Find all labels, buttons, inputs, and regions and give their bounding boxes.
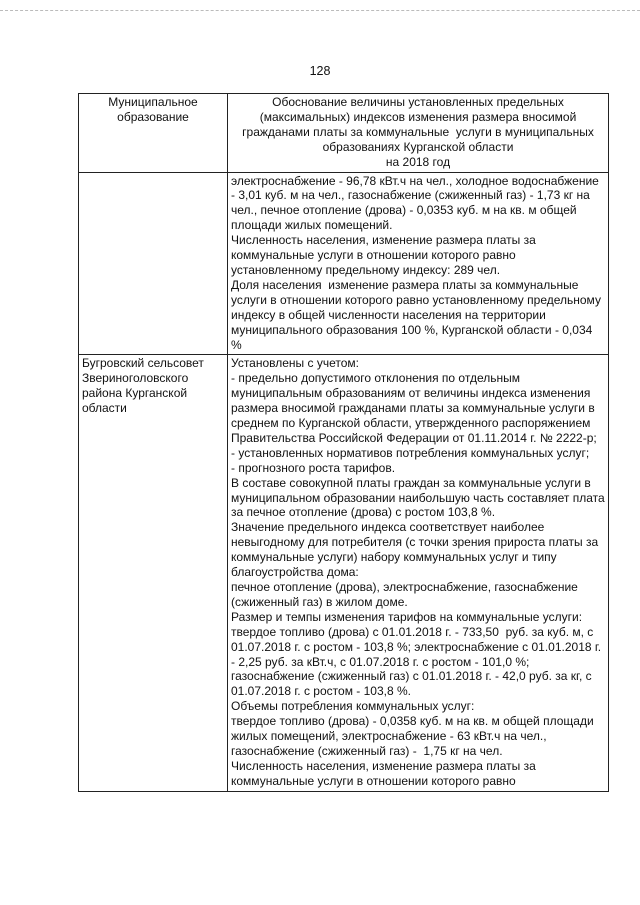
header-justification-text: Обоснование величины установленных предельных (максимальных) индексов изменения размера вносимой гражданами платы за коммунальные услуги в муниципальных образованиях Курганской области на 2018 год — [242, 95, 594, 169]
municipality-cell — [79, 355, 228, 791]
municipality-cell — [79, 172, 228, 355]
table-row — [79, 355, 609, 791]
justification-paragraph: электроснабжение - 96,78 кВт.ч на чел., холодное водоснабжение - 3,01 куб. м на чел., газоснабжение (сжиженный газ) - 1,73 кг на чел., печное отопление (дрова) - 0,0353 куб. м на кв. м общей площади жилых помещений. — [231, 173, 603, 233]
page-number: 128 — [309, 64, 331, 78]
header-municipality-text: Муниципальное образование — [108, 95, 202, 124]
justification-cell — [228, 355, 609, 791]
justification-paragraph: - прогнозного роста тарифов. — [231, 460, 396, 475]
justification-paragraph: твердое топливо (дрова) - 0,0358 куб. м на кв. м общей площади жилых помещений, электроснабжение - 63 кВт.ч на чел., газоснабжение (сжиженный газ) - 1,75 кг на чел. — [231, 714, 597, 758]
header-municipality — [79, 94, 228, 173]
justification-paragraph: - предельно допустимого отклонения по отдельным муниципальным образованиям от величины индекса изменения размера вносимой гражданами платы за коммунальные услуги в среднем по Курганской области, утвержденного распоряжением Правительства Российской Федерации от 01.11.2014 г. № 2222-р; — [231, 371, 599, 445]
justification-paragraph: Установлены с учетом: — [231, 356, 359, 371]
justification-paragraph: печное отопление (дрова), электроснабжение, газоснабжение (сжиженный газ) в жилом доме. — [231, 580, 582, 609]
header-justification — [228, 94, 609, 173]
scan-edge-artifact — [0, 10, 640, 11]
justification-paragraph: Доля населения изменение размера платы за коммунальные услуги в отношении которого равно установленному предельному индексу в общей численности населения на территории муниципального образования 100 %, Курганской области - 0,034 % — [231, 277, 605, 352]
justification-paragraph: Численность населения, изменение размера платы за коммунальные услуги в отношении которого равно установленному предельному индексу: 289 чел. — [231, 233, 540, 277]
justification-paragraph: Численность населения, изменение размера платы за коммунальные услуги в отношении которого равно — [231, 758, 540, 788]
justification-cell — [228, 172, 609, 355]
justification-paragraph: Значение предельного индекса соответствует наиболее невыгодному для потребителя (с точки зрения прироста платы за коммунальные услуги) набору коммунальных услуг и типу благоустройства дома: — [231, 520, 602, 580]
justification-paragraph: Размер и темпы изменения тарифов на коммунальные услуги: — [231, 609, 583, 624]
table-row — [79, 172, 609, 355]
justification-paragraph: Объемы потребления коммунальных услуг: — [231, 699, 475, 714]
justification-paragraph: - установленных нормативов потребления коммунальных услуг; — [231, 445, 590, 460]
justification-table — [78, 93, 609, 792]
municipality-name: Бугровский сельсовет Звериноголовского района Курганской области — [82, 356, 208, 416]
table-header-row — [79, 94, 609, 173]
justification-paragraph: В составе совокупной платы граждан за коммунальные услуги в муниципальном образовании наибольшую часть составляет плата за печное отопление (дрова) с ростом 103,8 %. — [231, 475, 609, 520]
justification-paragraph: твердое топливо (дрова) с 01.01.2018 г. - 733,50 руб. за куб. м, с 01.07.2018 г. с ростом - 103,8 %; электроснабжение с 01.01.2018 г. - 2,25 руб. за кВт.ч, с 01.07.2018 г. с ростом - 101,0 %; газоснабжение (сжиженный газ) с 01.01.2018 г. - 42,0 руб. за кг, с 01.07.2018 г. с ростом - 103,8 %. — [231, 624, 605, 699]
